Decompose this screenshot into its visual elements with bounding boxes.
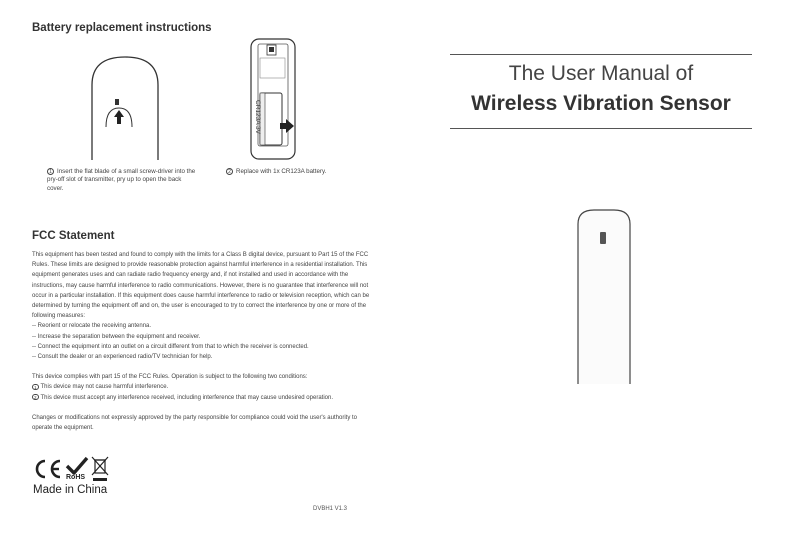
fcc-paragraph: This equipment has been tested and found to comply with the limits for a Class B digital device, pursuant to Part 15 of the FCC Rules. These limits are designed to provide reasonable protection against harmful interference in a residential installation. This equipment generates uses and can radiate radio frequency energy and, if not installed and used in accordance with the instructions, may cause harmful interference to radio communications. However, there is no guarantee that interference will not occur in a particular installation. If this equipment does cause harmful interference to radio or television reception, which can be determined by turning the equipment off and on, the user is encouraged to try to correct the interference by one or more of the following measures: [32,252,370,320]
battery-section-heading: Battery replacement instructions [32,22,212,34]
fcc-changes-note: Changes or modifications not expressly approved by the party responsible for compliance could void the user's authority to operate the equipment. [32,414,357,432]
title-bottom-rule [450,128,752,129]
step-1-text: Insert the flat blade of a small screw-driver into the pry-off slot of transmitter, pry up to open the back cover. [47,168,196,192]
step-number-2: 2 [226,168,233,175]
rohs-check-icon [66,457,88,475]
title-top-rule [450,54,752,55]
sensor-device-illustration [576,208,632,384]
fcc-measure: -- Reorient or relocate the receiving antenna. [32,323,152,330]
fcc-measure: -- Increase the separation between the equipment and receiver. [32,333,201,340]
manual-title-line2: Wireless Vibration Sensor [471,92,731,115]
made-in-label: Made in China [33,484,108,496]
fcc-measure: -- Consult the dealer or an experienced radio/TV technician for help. [32,354,213,361]
battery-step-2 [226,168,376,176]
step-number-1: 1 [47,168,54,175]
ce-mark-icon [32,459,62,479]
fcc-condition: 2 This device must accept any interference received, including interference that may cause undesired operation. [33,394,333,401]
manual-title-line1: The User Manual of [508,62,694,85]
weee-bin-icon [91,456,109,482]
fcc-compliance-intro: This device complies with part 15 of the FCC Rules. Operation is subject to the following two conditions: [32,374,308,381]
fcc-statement-body [32,250,377,433]
fcc-measure: -- Connect the equipment into an outlet on a circuit different from that to which the receiver is connected. [32,343,309,350]
version-label: DVBH1 V1.3 [313,506,348,512]
fcc-condition: 1 This device may not cause harmful interference. [33,384,169,391]
battery-step-1 [47,168,197,193]
step-2-text: Replace with 1x CR123A battery. [236,168,327,175]
rohs-label: RoHS [66,474,86,481]
fcc-heading: FCC Statement [32,230,115,242]
battery-label: CR123A 3V [254,100,261,134]
sensor-back-illustration [90,55,160,160]
